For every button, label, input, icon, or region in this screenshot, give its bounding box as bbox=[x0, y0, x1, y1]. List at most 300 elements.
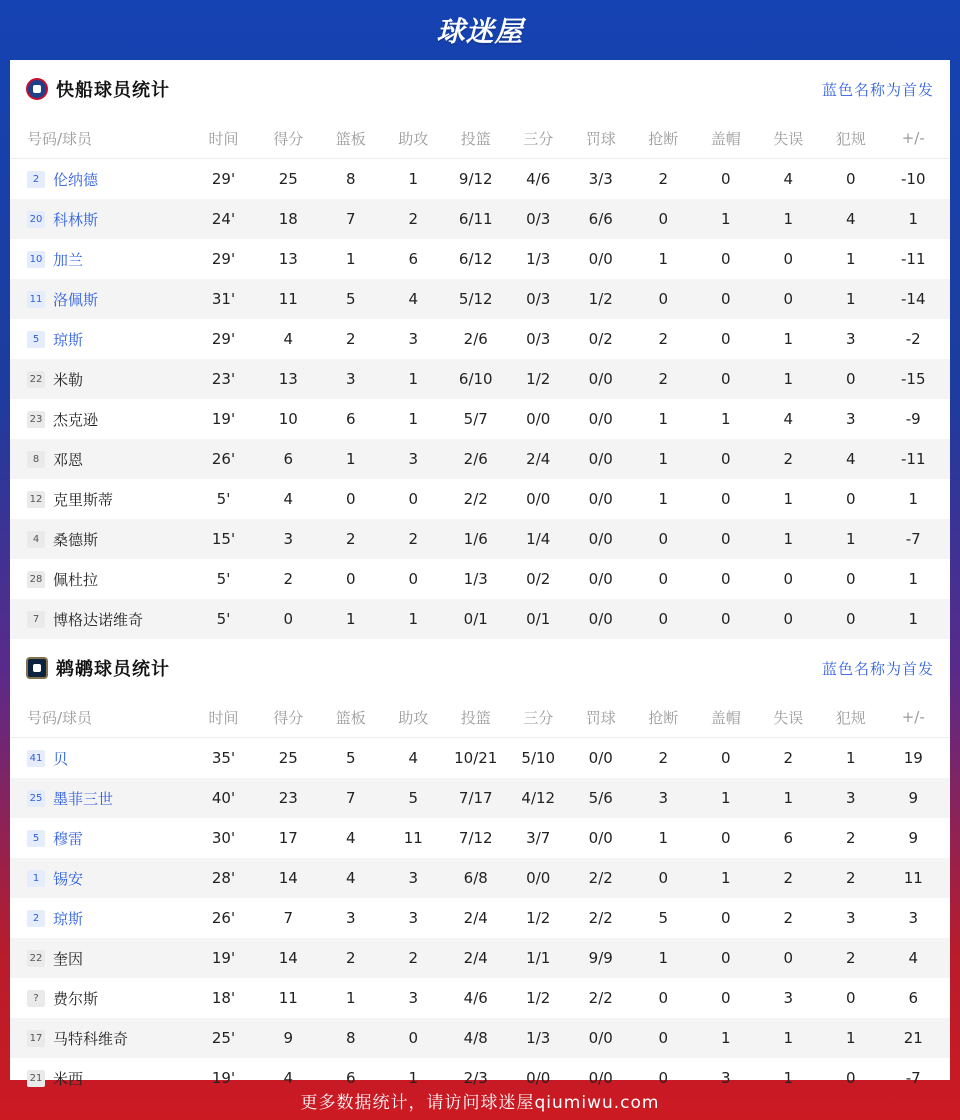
stat-cell: 3 bbox=[408, 869, 419, 887]
stat-cell: 2/4 bbox=[463, 909, 488, 927]
stat-cell: 0 bbox=[845, 370, 856, 388]
player-name[interactable]: 琼斯 bbox=[53, 330, 84, 349]
stat-cell: 5/7 bbox=[463, 410, 488, 428]
stat-cell: 0/0 bbox=[588, 610, 613, 628]
stat-cell: 0 bbox=[658, 869, 669, 887]
stat-cell: 0/3 bbox=[526, 290, 551, 308]
stat-cell: 0 bbox=[720, 949, 731, 967]
stat-cell: 0/2 bbox=[588, 330, 613, 348]
stat-cell: 2/6 bbox=[463, 330, 488, 348]
column-header[interactable]: 号码/球员 bbox=[27, 129, 93, 148]
stat-cell: 3 bbox=[845, 410, 856, 428]
stat-cell: 21 bbox=[903, 1029, 923, 1047]
stat-cell: 6/10 bbox=[458, 370, 493, 388]
player-cell[interactable] bbox=[10, 788, 190, 809]
stat-cell: 9 bbox=[908, 789, 919, 807]
stat-cell: 0 bbox=[345, 490, 356, 508]
player-cell[interactable] bbox=[10, 249, 190, 270]
stat-cell: 0 bbox=[658, 1029, 669, 1047]
jersey-number: 5 bbox=[27, 331, 45, 348]
stat-cell: 0 bbox=[658, 290, 669, 308]
column-header[interactable]: 盖帽 bbox=[710, 129, 741, 148]
player-cell[interactable] bbox=[10, 908, 190, 929]
table-row bbox=[10, 359, 950, 399]
stat-cell: 0 bbox=[720, 749, 731, 767]
stat-cell: 1 bbox=[658, 949, 669, 967]
stat-cell: 0 bbox=[720, 570, 731, 588]
table-row bbox=[10, 858, 950, 898]
stat-cell: 9/9 bbox=[588, 949, 613, 967]
stat-cell: 7 bbox=[283, 909, 294, 927]
stat-cell: 0 bbox=[408, 490, 419, 508]
table-row bbox=[10, 239, 950, 279]
column-header[interactable]: 罚球 bbox=[585, 708, 616, 727]
stat-cell: 4 bbox=[283, 1069, 294, 1087]
stat-cell: 6 bbox=[908, 989, 919, 1007]
stat-cell: 23' bbox=[211, 370, 236, 388]
stat-cell: 4 bbox=[845, 450, 856, 468]
stat-cell: 0/0 bbox=[588, 490, 613, 508]
table-row bbox=[10, 1018, 950, 1058]
stat-cell: 0/0 bbox=[588, 570, 613, 588]
stat-cell: 3 bbox=[845, 789, 856, 807]
stat-cell: 1 bbox=[720, 869, 731, 887]
stat-cell: 19' bbox=[211, 1069, 236, 1087]
column-header[interactable]: 时间 bbox=[208, 708, 239, 727]
stat-cell: 1/2 bbox=[526, 909, 551, 927]
table-header-row bbox=[10, 118, 950, 159]
stat-cell: 5' bbox=[216, 490, 231, 508]
stat-cell: 25 bbox=[278, 749, 298, 767]
player-cell[interactable] bbox=[10, 1028, 190, 1049]
jersey-number: 11 bbox=[27, 291, 45, 308]
stat-cell: 2 bbox=[658, 370, 669, 388]
stat-cell: 3 bbox=[908, 909, 919, 927]
jersey-number: 2 bbox=[27, 910, 45, 927]
stat-cell: 0 bbox=[783, 250, 794, 268]
stat-cell: 0/0 bbox=[588, 749, 613, 767]
stat-cell: 26' bbox=[211, 450, 236, 468]
stat-cell: 0/3 bbox=[526, 210, 551, 228]
stat-cell: 1 bbox=[845, 530, 856, 548]
stat-cell: 2/2 bbox=[588, 909, 613, 927]
stat-cell: 29' bbox=[211, 170, 236, 188]
column-header[interactable]: 投篮 bbox=[460, 129, 491, 148]
player-name[interactable]: 琼斯 bbox=[53, 909, 84, 928]
player-cell[interactable] bbox=[10, 369, 190, 390]
player-cell[interactable] bbox=[10, 948, 190, 969]
stat-cell: 0 bbox=[845, 989, 856, 1007]
player-cell[interactable] bbox=[10, 529, 190, 550]
stat-cell: 1 bbox=[845, 749, 856, 767]
player-name[interactable]: 奎因 bbox=[53, 949, 84, 968]
stat-cell: 3 bbox=[345, 909, 356, 927]
stat-cell: 0/0 bbox=[526, 1069, 551, 1087]
stat-cell: -7 bbox=[905, 1069, 921, 1087]
stat-cell: -2 bbox=[905, 330, 921, 348]
stat-cell: 6 bbox=[345, 410, 356, 428]
stat-cell: 28' bbox=[211, 869, 236, 887]
stat-cell: 1 bbox=[908, 490, 919, 508]
jersey-number: 25 bbox=[27, 790, 45, 807]
stat-cell: 25' bbox=[211, 1029, 236, 1047]
player-cell[interactable] bbox=[10, 409, 190, 430]
stat-cell: 3 bbox=[845, 330, 856, 348]
jersey-number: 21 bbox=[27, 1070, 45, 1087]
stat-cell: 3 bbox=[283, 530, 294, 548]
stat-cell: 1 bbox=[783, 530, 794, 548]
stat-cell: -9 bbox=[905, 410, 921, 428]
stat-cell: 19 bbox=[903, 749, 923, 767]
stat-cell: 0/3 bbox=[526, 330, 551, 348]
jersey-number: 5 bbox=[27, 830, 45, 847]
player-name[interactable]: 伦纳德 bbox=[53, 170, 99, 189]
stat-cell: 1 bbox=[345, 610, 356, 628]
stat-cell: 5 bbox=[658, 909, 669, 927]
stat-cell: 1 bbox=[408, 410, 419, 428]
stat-cell: 1 bbox=[345, 989, 356, 1007]
table-row bbox=[10, 399, 950, 439]
column-header[interactable]: 盖帽 bbox=[710, 708, 741, 727]
jersey-number: 28 bbox=[27, 571, 45, 588]
stat-cell: 1 bbox=[658, 250, 669, 268]
stat-cell: 2 bbox=[345, 530, 356, 548]
stat-cell: 4 bbox=[345, 829, 356, 847]
stat-cell: 3 bbox=[345, 370, 356, 388]
column-header[interactable]: 篮板 bbox=[335, 129, 366, 148]
player-name[interactable]: 杰克逊 bbox=[53, 410, 99, 429]
stat-cell: 5/6 bbox=[588, 789, 613, 807]
stat-cell: 2 bbox=[408, 210, 419, 228]
stat-cell: 2/2 bbox=[588, 989, 613, 1007]
table-row bbox=[10, 439, 950, 479]
footer-banner[interactable]: 更多数据统计，请访问球迷屋qiumiwu.com bbox=[300, 1092, 660, 1113]
stat-cell: 2 bbox=[783, 450, 794, 468]
stat-cell: 0/0 bbox=[526, 490, 551, 508]
stat-cell: 0 bbox=[658, 530, 669, 548]
player-cell[interactable] bbox=[10, 169, 190, 190]
stat-cell: 1 bbox=[908, 610, 919, 628]
stats-card bbox=[10, 60, 950, 1088]
player-cell[interactable] bbox=[10, 489, 190, 510]
stat-cell: 19' bbox=[211, 410, 236, 428]
stat-cell: 0/0 bbox=[588, 250, 613, 268]
player-name[interactable]: 克里斯蒂 bbox=[53, 490, 114, 509]
player-name[interactable]: 洛佩斯 bbox=[53, 290, 99, 309]
stat-cell: 4 bbox=[408, 290, 419, 308]
jersey-number: 8 bbox=[27, 451, 45, 468]
stat-cell: 0 bbox=[720, 250, 731, 268]
stat-cell: 1 bbox=[658, 490, 669, 508]
stat-cell: 4/12 bbox=[521, 789, 556, 807]
player-cell[interactable] bbox=[10, 988, 190, 1009]
stat-cell: 0 bbox=[658, 570, 669, 588]
logo-mark bbox=[33, 664, 41, 672]
stat-cell: 6/12 bbox=[458, 250, 493, 268]
stat-cell: 2 bbox=[783, 909, 794, 927]
stat-cell: 31' bbox=[211, 290, 236, 308]
player-cell[interactable] bbox=[10, 289, 190, 310]
stat-cell: -14 bbox=[901, 290, 926, 308]
player-name[interactable]: 穆雷 bbox=[53, 829, 84, 848]
player-name[interactable]: 佩杜拉 bbox=[53, 570, 99, 589]
stat-cell: 8 bbox=[345, 1029, 356, 1047]
stat-cell: 9/12 bbox=[458, 170, 493, 188]
player-name[interactable]: 米西 bbox=[53, 1069, 84, 1088]
stat-cell: 2 bbox=[408, 949, 419, 967]
team-title: 鹈鹕球员统计 bbox=[56, 659, 170, 680]
stat-cell: 0 bbox=[720, 610, 731, 628]
stat-cell: 3 bbox=[658, 789, 669, 807]
column-header[interactable]: 失误 bbox=[773, 708, 804, 727]
stat-cell: 24' bbox=[211, 210, 236, 228]
stat-cell: 1 bbox=[783, 330, 794, 348]
stat-cell: 2 bbox=[408, 530, 419, 548]
stat-cell: -7 bbox=[905, 530, 921, 548]
stat-cell: 4 bbox=[783, 410, 794, 428]
column-header[interactable]: +/- bbox=[901, 129, 925, 147]
column-header[interactable]: 失误 bbox=[773, 129, 804, 148]
jersey-number: 4 bbox=[27, 531, 45, 548]
stat-cell: 29' bbox=[211, 330, 236, 348]
column-header[interactable]: 抢断 bbox=[648, 708, 679, 727]
stat-cell: 2 bbox=[283, 570, 294, 588]
player-cell[interactable] bbox=[10, 449, 190, 470]
table-row bbox=[10, 319, 950, 359]
stat-cell: 0 bbox=[783, 949, 794, 967]
table-row bbox=[10, 279, 950, 319]
jersey-number: 1 bbox=[27, 870, 45, 887]
stat-cell: 1 bbox=[783, 1029, 794, 1047]
player-name[interactable]: 贝 bbox=[53, 749, 69, 768]
stat-cell: 0 bbox=[720, 370, 731, 388]
stat-cell: 0 bbox=[720, 829, 731, 847]
stat-cell: 11 bbox=[403, 829, 423, 847]
stat-cell: 13 bbox=[278, 250, 298, 268]
stat-cell: 1 bbox=[408, 1069, 419, 1087]
stat-cell: 2/3 bbox=[463, 1069, 488, 1087]
stat-cell: 1 bbox=[783, 1069, 794, 1087]
stat-cell: 2 bbox=[783, 749, 794, 767]
column-header[interactable]: 犯规 bbox=[835, 129, 866, 148]
stat-cell: 3 bbox=[408, 330, 419, 348]
table-header-row bbox=[10, 697, 950, 738]
stat-cell: 1/1 bbox=[526, 949, 551, 967]
stat-cell: 7/17 bbox=[458, 789, 493, 807]
stat-cell: 1/2 bbox=[526, 370, 551, 388]
stat-cell: 26' bbox=[211, 909, 236, 927]
stat-cell: 4/6 bbox=[463, 989, 488, 1007]
column-header[interactable]: 助攻 bbox=[398, 708, 429, 727]
stat-cell: 4 bbox=[408, 749, 419, 767]
stat-cell: 0 bbox=[720, 490, 731, 508]
player-cell[interactable] bbox=[10, 748, 190, 769]
stat-cell: 14 bbox=[278, 949, 298, 967]
stat-cell: 2/4 bbox=[526, 450, 551, 468]
stat-cell: 0 bbox=[345, 570, 356, 588]
player-name[interactable]: 邓恩 bbox=[53, 450, 84, 469]
stat-cell: 4/8 bbox=[463, 1029, 488, 1047]
column-header[interactable]: 投篮 bbox=[460, 708, 491, 727]
column-header[interactable]: 犯规 bbox=[835, 708, 866, 727]
stat-cell: 1 bbox=[658, 410, 669, 428]
stat-cell: 11 bbox=[903, 869, 923, 887]
column-header[interactable]: 抢断 bbox=[648, 129, 679, 148]
player-name[interactable]: 锡安 bbox=[53, 869, 84, 888]
starter-note: 蓝色名称为首发 bbox=[821, 659, 934, 678]
stat-cell: 4 bbox=[783, 170, 794, 188]
column-header[interactable]: 罚球 bbox=[585, 129, 616, 148]
stat-cell: 0/0 bbox=[588, 530, 613, 548]
stat-cell: 3 bbox=[408, 989, 419, 1007]
stat-cell: 0/0 bbox=[588, 450, 613, 468]
stat-cell: 6 bbox=[783, 829, 794, 847]
stat-cell: 35' bbox=[211, 749, 236, 767]
column-header[interactable]: 助攻 bbox=[398, 129, 429, 148]
stat-cell: 2/2 bbox=[588, 869, 613, 887]
stat-cell: 2/2 bbox=[463, 490, 488, 508]
jersey-number: 7 bbox=[27, 611, 45, 628]
stat-cell: 2 bbox=[845, 869, 856, 887]
column-header[interactable]: 三分 bbox=[523, 129, 554, 148]
stat-cell: 0/0 bbox=[588, 829, 613, 847]
player-cell[interactable] bbox=[10, 828, 190, 849]
stat-cell: 6 bbox=[345, 1069, 356, 1087]
stat-cell: 0/0 bbox=[588, 370, 613, 388]
stat-cell: 0/1 bbox=[526, 610, 551, 628]
pelicans-logo-icon bbox=[26, 657, 48, 679]
stat-cell: 6/6 bbox=[588, 210, 613, 228]
table-row bbox=[10, 519, 950, 559]
stat-cell: 0 bbox=[658, 610, 669, 628]
jersey-number: 22 bbox=[27, 950, 45, 967]
column-header[interactable]: 篮板 bbox=[335, 708, 366, 727]
player-name[interactable]: 科林斯 bbox=[53, 210, 99, 229]
column-header[interactable]: 号码/球员 bbox=[27, 708, 93, 727]
stat-cell: 0 bbox=[720, 989, 731, 1007]
stat-cell: 1 bbox=[658, 450, 669, 468]
column-header[interactable]: 得分 bbox=[273, 708, 304, 727]
stat-cell: 1 bbox=[408, 610, 419, 628]
player-name[interactable]: 博格达诺维奇 bbox=[53, 610, 144, 629]
stat-cell: 0/0 bbox=[526, 410, 551, 428]
team-title: 快船球员统计 bbox=[56, 80, 170, 101]
stat-cell: 40' bbox=[211, 789, 236, 807]
stat-cell: 0 bbox=[408, 1029, 419, 1047]
jersey-number: 10 bbox=[27, 251, 45, 268]
stat-cell: 0/2 bbox=[526, 570, 551, 588]
stat-cell: 1/2 bbox=[526, 989, 551, 1007]
stat-cell: 0 bbox=[658, 210, 669, 228]
stat-cell: 5' bbox=[216, 610, 231, 628]
stat-cell: 3 bbox=[783, 989, 794, 1007]
player-name[interactable]: 墨菲三世 bbox=[53, 789, 114, 808]
stat-cell: 1 bbox=[783, 210, 794, 228]
stat-cell: 11 bbox=[278, 989, 298, 1007]
stat-cell: 1 bbox=[908, 570, 919, 588]
stat-cell: 6 bbox=[408, 250, 419, 268]
table-row bbox=[10, 898, 950, 938]
stat-cell: 5/10 bbox=[521, 749, 556, 767]
stat-cell: 0/0 bbox=[588, 1029, 613, 1047]
stat-cell: 2/6 bbox=[463, 450, 488, 468]
stat-cell: 2 bbox=[658, 170, 669, 188]
stat-cell: 2 bbox=[783, 869, 794, 887]
player-name[interactable]: 米勒 bbox=[53, 370, 84, 389]
stat-cell: 5 bbox=[345, 290, 356, 308]
player-name[interactable]: 桑德斯 bbox=[53, 530, 99, 549]
column-header[interactable]: 时间 bbox=[208, 129, 239, 148]
player-name[interactable]: 加兰 bbox=[53, 250, 84, 269]
stat-cell: 1 bbox=[345, 450, 356, 468]
stat-cell: 1 bbox=[408, 170, 419, 188]
stat-cell: 3 bbox=[408, 450, 419, 468]
table-row bbox=[10, 559, 950, 599]
clippers-logo-icon bbox=[26, 78, 48, 100]
stat-cell: 5 bbox=[345, 749, 356, 767]
stat-cell: 10/21 bbox=[454, 749, 498, 767]
stat-cell: 5 bbox=[408, 789, 419, 807]
stat-cell: 1 bbox=[658, 829, 669, 847]
stat-cell: 0 bbox=[845, 490, 856, 508]
column-header[interactable]: +/- bbox=[901, 708, 925, 726]
table-row bbox=[10, 199, 950, 239]
stat-cell: 1 bbox=[845, 290, 856, 308]
stat-cell: 3 bbox=[845, 909, 856, 927]
stat-cell: -15 bbox=[901, 370, 926, 388]
player-name[interactable]: 马特科维奇 bbox=[53, 1029, 129, 1048]
stat-cell: 1/3 bbox=[463, 570, 488, 588]
stat-cell: 0 bbox=[720, 170, 731, 188]
stat-cell: 9 bbox=[908, 829, 919, 847]
jersey-number: 41 bbox=[27, 750, 45, 767]
stat-cell: 7 bbox=[345, 789, 356, 807]
player-cell[interactable] bbox=[10, 569, 190, 590]
player-name[interactable]: 费尔斯 bbox=[53, 989, 99, 1008]
jersey-number: 23 bbox=[27, 411, 45, 428]
stat-cell: 1 bbox=[720, 210, 731, 228]
table-row bbox=[10, 818, 950, 858]
player-cell[interactable] bbox=[10, 868, 190, 889]
team-section bbox=[10, 60, 950, 639]
stat-cell: 0 bbox=[783, 290, 794, 308]
stat-cell: 1 bbox=[783, 789, 794, 807]
stat-cell: 6/8 bbox=[463, 869, 488, 887]
stat-cell: 0/0 bbox=[526, 869, 551, 887]
jersey-number: ? bbox=[27, 990, 45, 1007]
logo-mark bbox=[33, 85, 41, 93]
player-cell[interactable] bbox=[10, 329, 190, 350]
player-cell[interactable] bbox=[10, 609, 190, 630]
stat-cell: 2 bbox=[345, 330, 356, 348]
player-cell[interactable] bbox=[10, 209, 190, 230]
stat-cell: 0 bbox=[845, 570, 856, 588]
stat-cell: 3/3 bbox=[588, 170, 613, 188]
team-header bbox=[10, 639, 950, 697]
stat-cell: 1/3 bbox=[526, 1029, 551, 1047]
stat-cell: 2 bbox=[845, 829, 856, 847]
stat-cell: 6 bbox=[283, 450, 294, 468]
stat-cell: 18 bbox=[278, 210, 298, 228]
stat-cell: 1 bbox=[908, 210, 919, 228]
stat-cell: 1 bbox=[720, 1029, 731, 1047]
column-header[interactable]: 三分 bbox=[523, 708, 554, 727]
column-header[interactable]: 得分 bbox=[273, 129, 304, 148]
stat-cell: 0 bbox=[783, 610, 794, 628]
team-section bbox=[10, 639, 950, 1098]
stat-cell: 0 bbox=[408, 570, 419, 588]
stat-cell: 2 bbox=[658, 749, 669, 767]
